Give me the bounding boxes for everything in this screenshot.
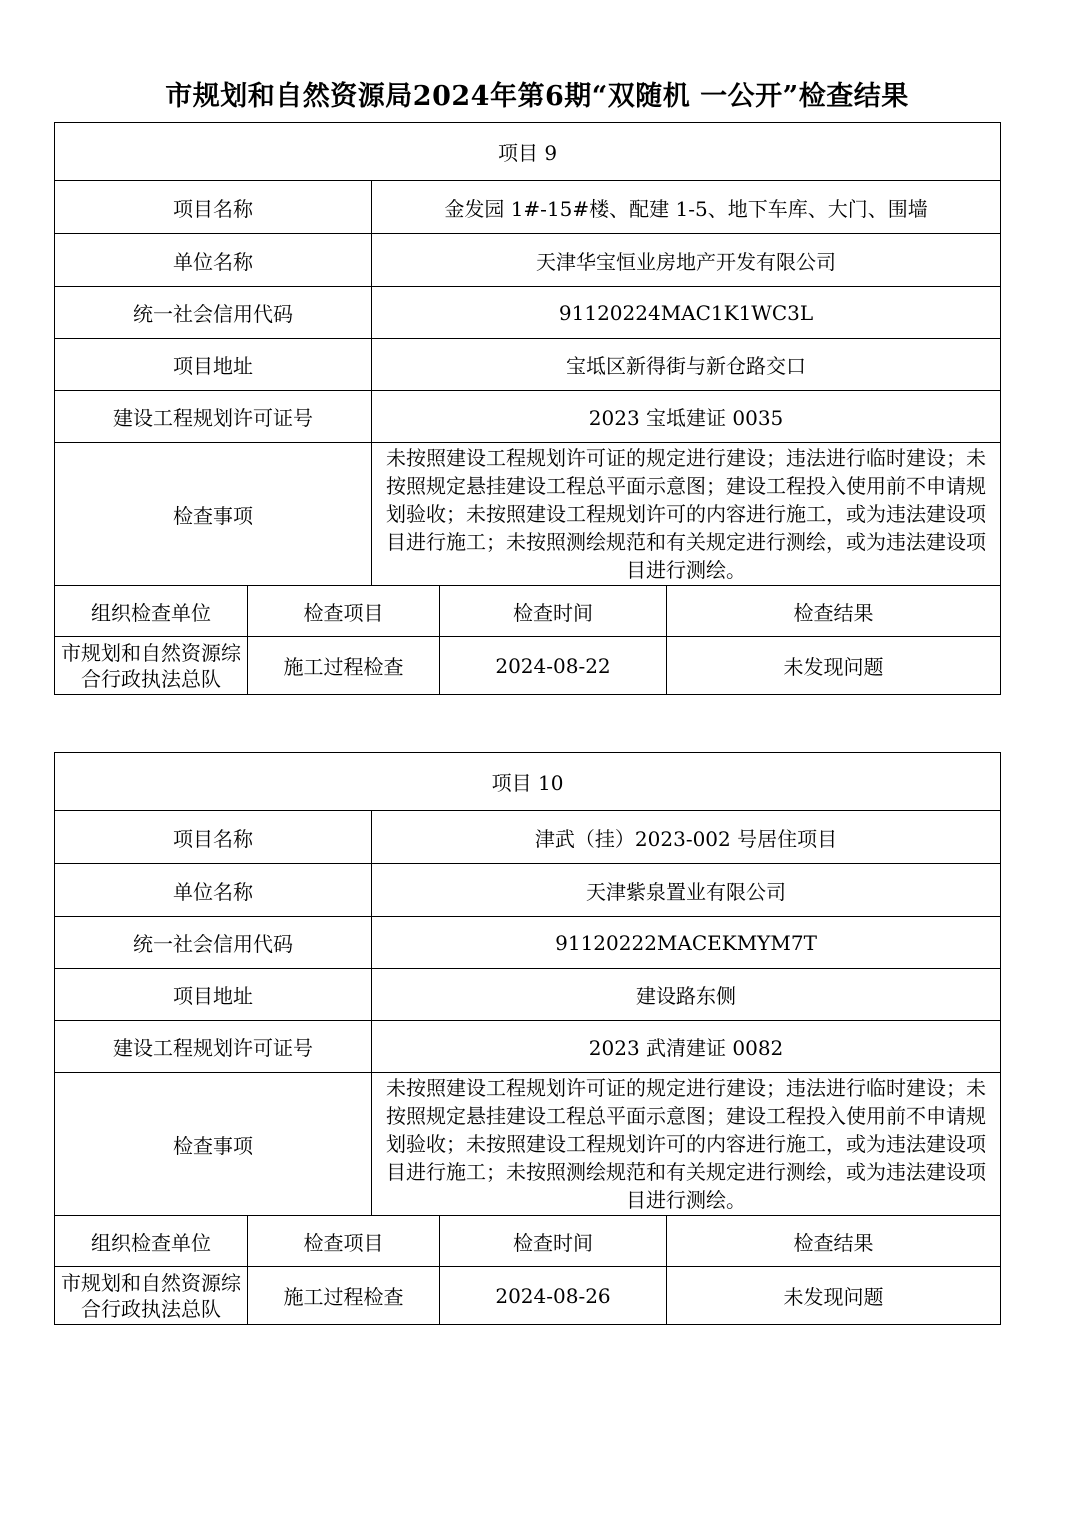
credit-code-label: 统一社会信用代码: [55, 287, 372, 339]
credit-code-value: 91120224MAC1K1WC3L: [372, 287, 1001, 339]
inspection-date-value: 2024-08-22: [440, 637, 667, 695]
project-name-value: 津武（挂）2023-002 号居住项目: [372, 811, 1001, 864]
project-heading: 项目 9: [55, 123, 1001, 181]
project-name-label: 项目名称: [55, 181, 372, 234]
project-table-9: [54, 122, 1001, 695]
inspection-time-header: 检查时间: [440, 586, 667, 637]
inspection-item-header: 检查项目: [248, 1216, 440, 1267]
unit-name-value: 天津华宝恒业房地产开发有限公司: [372, 234, 1001, 287]
inspection-result-header: 检查结果: [667, 1216, 1001, 1267]
permit-value: 2023 宝坻建证 0035: [372, 391, 1001, 443]
permit-label: 建设工程规划许可证号: [55, 391, 372, 443]
inspection-result-value: 未发现问题: [667, 637, 1001, 695]
address-label: 项目地址: [55, 969, 372, 1021]
matters-value: 未按照建设工程规划许可证的规定进行建设；违法进行临时建设；未按照规定悬挂建设工程总平面示意图；建设工程投入使用前不申请规划验收；未按照建设工程规划许可的内容进行施工，或为违法建设项目进行施工；未按照测绘规范和有关规定进行测绘，或为违法建设项目进行测绘。: [372, 443, 1001, 586]
project-heading: 项目 10: [55, 753, 1001, 811]
org-unit-header: 组织检查单位: [55, 586, 248, 637]
inspection-item-header: 检查项目: [248, 586, 440, 637]
credit-code-value: 91120222MACEKMYM7T: [372, 917, 1001, 969]
matters-label: 检查事项: [55, 443, 372, 586]
credit-code-label: 统一社会信用代码: [55, 917, 372, 969]
inspection-result-header: 检查结果: [667, 586, 1001, 637]
matters-value: 未按照建设工程规划许可证的规定进行建设；违法进行临时建设；未按照规定悬挂建设工程总平面示意图；建设工程投入使用前不申请规划验收；未按照建设工程规划许可的内容进行施工，或为违法建设项目进行施工；未按照测绘规范和有关规定进行测绘，或为违法建设项目进行测绘。: [372, 1073, 1001, 1216]
org-unit-value: 市规划和自然资源综合行政执法总队: [55, 637, 248, 695]
unit-name-label: 单位名称: [55, 864, 372, 917]
org-unit-value: 市规划和自然资源综合行政执法总队: [55, 1267, 248, 1325]
permit-label: 建设工程规划许可证号: [55, 1021, 372, 1073]
inspection-item-value: 施工过程检查: [248, 1267, 440, 1325]
unit-name-label: 单位名称: [55, 234, 372, 287]
address-value: 宝坻区新得街与新仓路交口: [372, 339, 1001, 391]
matters-label: 检查事项: [55, 1073, 372, 1216]
org-unit-header: 组织检查单位: [55, 1216, 248, 1267]
permit-value: 2023 武清建证 0082: [372, 1021, 1001, 1073]
unit-name-value: 天津紫泉置业有限公司: [372, 864, 1001, 917]
address-label: 项目地址: [55, 339, 372, 391]
page-title: 市规划和自然资源局2024年第6期“双随机 一公开”检查结果: [165, 81, 909, 112]
inspection-result-value: 未发现问题: [667, 1267, 1001, 1325]
inspection-time-header: 检查时间: [440, 1216, 667, 1267]
project-name-value: 金发园 1#-15#楼、配建 1-5、地下车库、大门、围墙: [372, 181, 1001, 234]
address-value: 建设路东侧: [372, 969, 1001, 1021]
inspection-item-value: 施工过程检查: [248, 637, 440, 695]
inspection-date-value: 2024-08-26: [440, 1267, 667, 1325]
project-table-10: [54, 752, 1001, 1325]
project-name-label: 项目名称: [55, 811, 372, 864]
